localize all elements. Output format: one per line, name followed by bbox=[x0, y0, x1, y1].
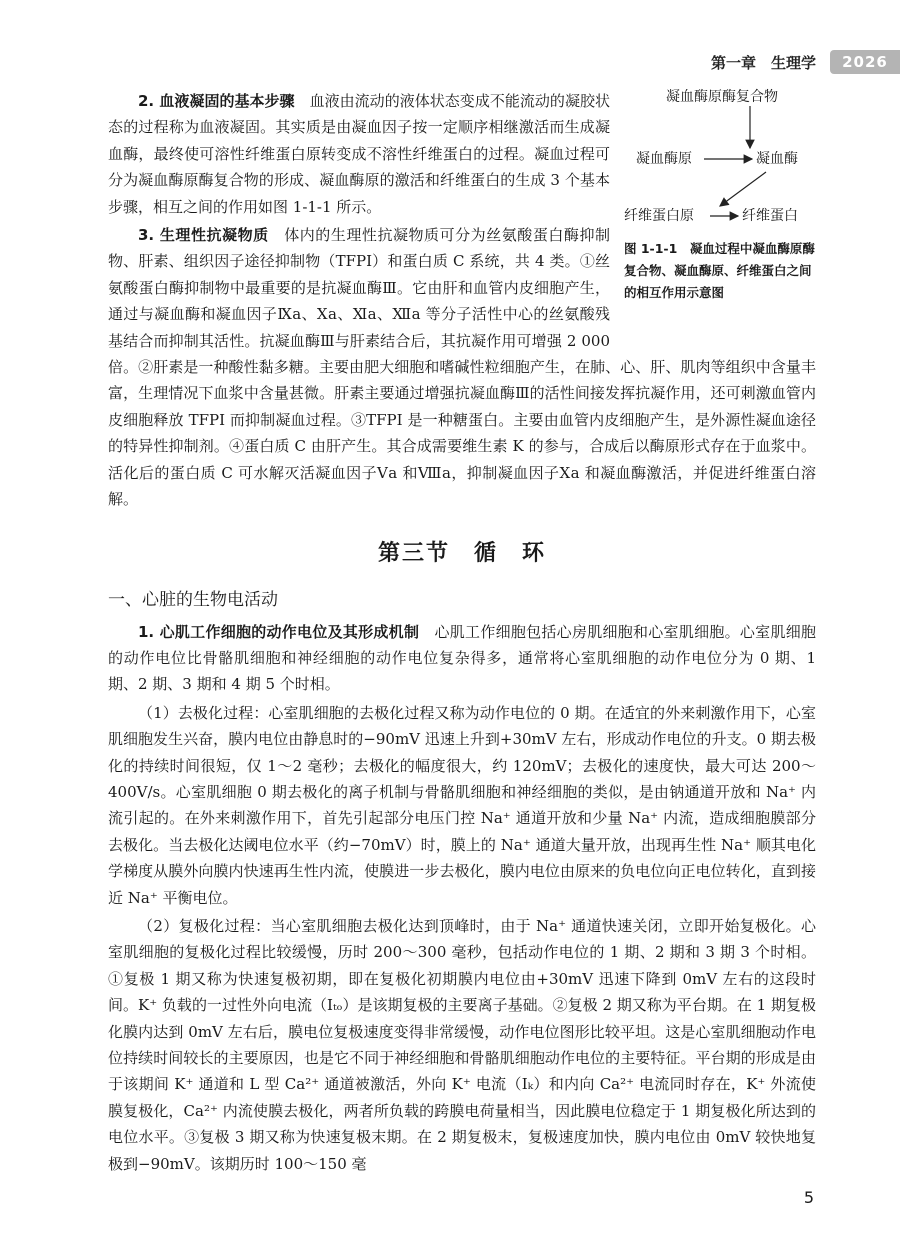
node-prothrombin: 凝血酶原 bbox=[636, 151, 692, 167]
paragraph-text: 体内的生理性抗凝物质可分为丝氨酸蛋白酶抑制物、肝素、组织因子途径抑制物（TFPI）和蛋白质 C 系统，共 4 类。①丝氨酸蛋白酶抑制物中最重要的是抗凝血酶Ⅲ。它由肝和血管内皮细胞产生，通过与凝血酶和凝血因子Ⅸa、Ⅹa、Ⅺa、Ⅻa 等分子活性中心的丝氨酸残基结合而抑制其活性。抗凝血酶Ⅲ与肝素结合后，其抗凝作用可增强 2 000 倍。②肝素是一种酸性黏多糖。主要由肥大细胞和嗜碱性粒细胞产生，在肺、心、肝、肌肉等组织中含量丰富，生理情况下血浆中含量甚微。肝素主要通过增强抗凝血酶Ⅲ的活性间接发挥抗凝作用，还可刺激血管内皮细胞释放 TFPI 而抑制凝血过程。③TFPI 是一种糖蛋白。主要由血管内皮细胞产生，是外源性凝血途径的特异性抑制剂。④蛋白质 C 由肝产生。其合成需要维生素 K 的参与，合成后以酶原形式存在于血浆中。活化后的蛋白质 C 可水解灭活凝血因子Ⅴa 和Ⅷa，抑制凝血因子Ⅹa 和凝血酶激活，并促进纤维蛋白溶解。 bbox=[108, 226, 816, 509]
paragraph-text: 血液由流动的液体状态变成不能流动的凝胶状态的过程称为血液凝固。其实质是由凝血因子按一定顺序相继激活而生成凝血酶，最终使可溶性纤维蛋白原转变成不溶性纤维蛋白的过程。凝血过程可分为凝血酶原酶复合物的形成、凝血酶原的激活和纤维蛋白的生成 3 个基本步骤，相互之间的作用如图 1-1-1 所示。 bbox=[108, 92, 610, 216]
section-title: 第三节 循 环 bbox=[377, 540, 546, 566]
arrow-thrombin-diag bbox=[720, 172, 766, 206]
running-header bbox=[711, 50, 900, 74]
subsection-title: 一、心脏的生物电活动 bbox=[108, 589, 278, 610]
chapter-title: 第一章 生理学 bbox=[710, 53, 816, 72]
figure-1-1-1 bbox=[624, 88, 816, 332]
paragraph-text: 心肌工作细胞包括心房肌细胞和心室肌细胞。心室肌细胞的动作电位比骨骼肌细胞和神经细胞的动作电位复杂得多，通常将心室肌细胞的动作电位分为 0 期、1 期、2 期、3 期和 4 期 5 个时相。 bbox=[108, 622, 816, 694]
year-badge: 2026 bbox=[830, 50, 900, 74]
paragraph-lead: 2. 血液凝固的基本步骤 bbox=[138, 92, 295, 110]
node-fibrin: 纤维蛋白 bbox=[742, 208, 798, 224]
node-thrombin: 凝血酶 bbox=[756, 151, 798, 167]
coagulation-diagram bbox=[624, 88, 816, 234]
paragraph-action-potential bbox=[108, 619, 816, 698]
node-fibrinogen: 纤维蛋白原 bbox=[624, 208, 694, 224]
paragraph-repolarization: （2）复极化过程：当心室肌细胞去极化达到顶峰时，由于 Na⁺ 通道快速关闭，立即开始复极化。心室肌细胞的复极化过程比较缓慢，历时 200～300 毫秒，包括动作电位的 1 期、2 期和 3 期 3 个时相。①复极 1 期又称为快速复极初期，即在复极化初期膜内电位由+30mV 迅速下降到 0mV 左右的这段时间。K⁺ 负载的一过性外向电流（Iₜₒ）是该期复极的主要离子基础。②复极 2 期又称为平台期。在 1 期复极化膜内达到 0mV 左右后，膜电位复极速度变得非常缓慢，动作电位图形比较平坦。这是心室肌细胞动作电位持续时间较长的主要原因，也是它不同于神经细胞和骨骼肌细胞动作电位的主要特征。平台期的形成是由于该期间 K⁺ 通道和 L 型 Ca²⁺ 通道被激活，外向 K⁺ 电流（Iₖ）和内向 Ca²⁺ 电流同时存在，K⁺ 外流使膜复极化，Ca²⁺ 内流使膜去极化，两者所负载的跨膜电荷量相当，因此膜电位稳定于 1 期复极化所达到的电位水平。③复极 3 期又称为快速复极末期。在 2 期复极末，复极速度加快，膜内电位由 0mV 较快地复极到−90mV。该期历时 100～150 毫 bbox=[108, 916, 816, 1173]
node-prothrombinase-complex: 凝血酶原酶复合物 bbox=[666, 89, 778, 105]
page-body bbox=[108, 88, 816, 1177]
figure-caption: 图 1-1-1 凝血过程中凝血酶原酶复合物、凝血酶原、纤维蛋白之间的相互作用示意图 bbox=[624, 241, 815, 300]
paragraph-depolarization: （1）去极化过程：心室肌细胞的去极化过程又称为动作电位的 0 期。在适宜的外来刺激作用下，心室肌细胞发生兴奋，膜内电位由静息时的−90mV 迅速上升到+30mV 左右，形成动作电位的升支。0 期去极化的持续时间很短，仅 1～2 毫秒；去极化的幅度很大，约 120mV；去极化的速度快，最大可达 200～400V/s。心室肌细胞 0 期去极化的离子机制与骨骼肌细胞和神经细胞的类似，是由钠通道开放和 Na⁺ 内流引起的。在外来刺激作用下，首先引起部分电压门控 Na⁺ 通道开放和少量 Na⁺ 内流，造成细胞膜部分去极化。当去极化达阈电位水平（约−70mV）时，膜上的 Na⁺ 通道大量开放，出现再生性 Na⁺ 顺其电化学梯度从膜外向膜内快速再生性内流，使膜进一步去极化，膜内电位由原来的负电位向正电位转化，直到接近 Na⁺ 平衡电位。 bbox=[108, 703, 816, 907]
paragraph-lead: 1. 心肌工作细胞的动作电位及其形成机制 bbox=[138, 622, 420, 641]
paragraph-lead: 3. 生理性抗凝物质 bbox=[138, 226, 269, 245]
page-number: 5 bbox=[803, 1188, 814, 1207]
